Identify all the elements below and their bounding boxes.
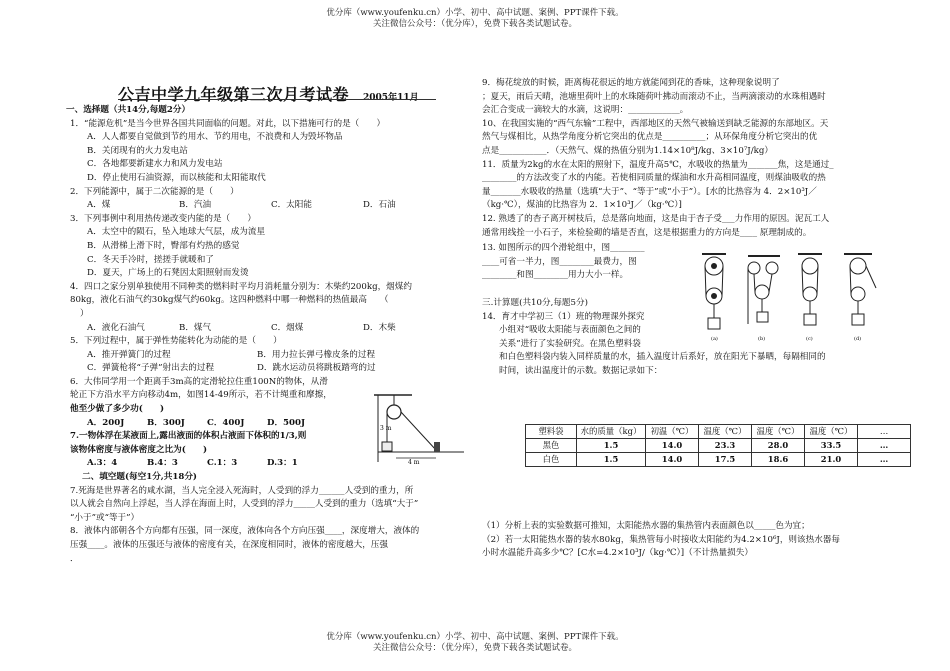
q2-option: C．太阳能 xyxy=(271,200,312,211)
fill-7-line-2: 以人就会自然向上浮起，当人浮在海面上时，人受到的浮力_____人受到的重力（选填“大于” xyxy=(70,499,419,510)
distance-label: 4 m xyxy=(408,459,420,466)
label-a: (a) xyxy=(711,336,718,342)
fill-12-line-2: 通常用线拴一小石子，来检验砌的墙是否直，这是根据重力的方向是____ 原理制成的。 xyxy=(482,227,812,238)
fill-9-line-1: 9．梅花绽放的时候，距离梅花很远的地方就能闻到花的香味，这种现象说明了 xyxy=(482,78,780,88)
footer-line-1: 优分库（www.youfenku.cn）小学、初中、高中试题、案例、PPT课件下载。 xyxy=(326,632,624,642)
table-header-row xyxy=(526,425,911,439)
question-7-line-2: 该物体密度与液体密度之比为( ) xyxy=(70,444,208,455)
calc-14-line-2: 小组对“吸收太阳能与表面颜色之间的 xyxy=(499,325,641,336)
left-column xyxy=(66,104,470,566)
q7-option: A.3：4 xyxy=(87,458,118,469)
table-header-cell: 塑料袋 xyxy=(526,425,577,439)
table-cell: 21.0 xyxy=(805,453,858,467)
fill-10-line-1: 10、在我国实施的“西气东输”工程中，西部地区的天然气被输送到缺乏能源的东部地区。天 xyxy=(482,118,829,129)
q4-option: A．液化石油气 xyxy=(87,322,145,333)
calc-14-line-1: 14．育才中学初三（1）班的物理课外探究 xyxy=(482,311,645,322)
exam-date: 2005年11月 xyxy=(363,93,419,103)
question-1: 1．“能源危机”是当今世界各国共同面临的问题。对此，以下措施可行的是（ ） xyxy=(70,118,386,129)
calc-14-line-5: 时间，读出温度计的示数。数据记录如下： xyxy=(499,365,663,376)
q1-option-b: B．关闭现有的火力发电站 xyxy=(87,145,188,156)
pulley-groups-diagram xyxy=(700,250,905,345)
table-header-cell: 初温（℃） xyxy=(646,425,699,439)
fill-8-line-1: 8．液体内部朝各个方向都有压强，同一深度，液体向各个方向压强____，深度增大，液体的 xyxy=(70,526,420,537)
table-cell: 18.6 xyxy=(752,453,805,467)
q2-option: B．汽油 xyxy=(179,200,212,211)
question-2: 2．下列能源中，属于二次能源的是（ ） xyxy=(70,186,239,197)
question-6-line-2: 轮正下方沿水平方向移动4m，如图14-49所示，若不计绳重和摩擦， xyxy=(70,390,332,401)
fill-7-line-3: “小于”或“等于”） xyxy=(70,512,140,523)
table-header-cell: 水的质量（kg） xyxy=(577,425,646,439)
q2-option: A．煤 xyxy=(87,200,111,211)
label-d: (d) xyxy=(854,336,862,342)
q4-option: D．木柴 xyxy=(363,322,396,333)
calc-14-line-4: 和白色塑料袋内装入同样质量的水，插入温度计后系好，放在阳光下暴晒，每隔相同的 xyxy=(499,352,826,363)
pulley-group-d xyxy=(844,254,876,342)
q5-option-a: A．推开弹簧门的过程 xyxy=(87,349,171,360)
calc-14-line-3: 关系”进行了实验研究。在黑色塑料袋 xyxy=(499,338,641,349)
table-cell: 14.0 xyxy=(646,453,699,467)
label-c: (c) xyxy=(806,336,813,342)
table-row xyxy=(526,453,911,467)
table-row xyxy=(526,439,911,453)
fill-9-line-2: ；夏天，雨后天晴，池塘里荷叶上的水珠随荷叶拂动而滚动不止，当两滴滚动的水珠相遇时 xyxy=(482,91,826,102)
q4-option: B．煤气 xyxy=(179,322,212,333)
table-cell: 白色 xyxy=(526,453,577,467)
header-line-1: 优分库（www.youfenku.cn）小学、初中、高中试题、案例、PPT课件下载。 xyxy=(326,8,624,18)
q6-option: A．200J xyxy=(87,417,125,428)
pulley-diagram xyxy=(372,392,468,466)
q7-option: C.1：3 xyxy=(207,458,238,469)
pulley-group-a xyxy=(702,254,726,342)
pulley-group-b xyxy=(748,256,780,342)
fill-10-line-2: 然气与煤相比，从热学角度分析它突出的优点是__________；从环保角度分析它突出的优 xyxy=(482,132,818,143)
question-3: 3．下列事例中利用热传递改变内能的是（ ） xyxy=(70,213,256,224)
q3-option-b: B．从滑梯上滑下时，臀部有灼热的感觉 xyxy=(87,240,240,251)
data-table-wrapper xyxy=(525,424,911,467)
height-label: 3 m xyxy=(380,425,392,432)
fill-13-line-2: ____可省一半力，图________最费力，图 xyxy=(482,256,637,267)
q5-option-d: D．跳水运动员将跳板踏弯的过 xyxy=(257,363,376,374)
fill-13-line-3: ________和图________用力大小一样。 xyxy=(482,270,629,281)
table-cell: 1.5 xyxy=(577,453,646,467)
q6-option: D．500J xyxy=(267,417,306,428)
q1-option-c: C．各地都要新建水力和风力发电站 xyxy=(87,159,223,170)
q3-option-d: D．夏天，广场上的石凳因太阳照射而发烫 xyxy=(87,268,249,279)
question-5: 5．下列过程中，属于弹性势能转化为动能的是（ ） xyxy=(70,336,282,347)
exam-title: 公吉中学九年级第三次月考试卷 xyxy=(118,85,350,104)
q3-option-a: A．太空中的陨石，坠入地球大气层，成为流星 xyxy=(87,227,266,238)
question-4-line-2: 80kg，液化石油气约30kg煤气约60kg。这四种燃料中哪一种燃料的热值最高 （ xyxy=(70,295,389,306)
table-cell: 17.5 xyxy=(699,453,752,467)
fill-12-line-1: 12. 熟透了的杏子离开树枝后，总是落向地面，这是由于杏子受___力作用的原因。泥瓦工人 xyxy=(482,213,830,224)
q1-option-d: D．停止使用石油资源，而以核能和太阳能取代 xyxy=(87,172,266,183)
title-underline xyxy=(118,99,436,100)
q4-option: C．烟煤 xyxy=(271,322,304,333)
question-7-line-1: 7.一物体浮在某液面上,露出液面的体积占液面下体积的1/3,则 xyxy=(70,431,307,442)
table-cell: 28.0 xyxy=(752,439,805,453)
label-b: (b) xyxy=(758,336,766,342)
question-4-line-3: ） xyxy=(80,308,89,319)
q7-option: B.4：3 xyxy=(147,458,178,469)
table-cell: … xyxy=(858,453,911,467)
q5-option-b: B．用力拉长弹弓橡皮条的过程 xyxy=(257,349,376,360)
fill-7-line-1: 7.死海是世界著名的咸水湖，当人完全浸入死海时，人受到的浮力______人受到的重力，所 xyxy=(70,485,414,496)
pulley-figure-14-49 xyxy=(372,392,468,466)
q6-option: B．300J xyxy=(147,417,185,428)
person-figure xyxy=(434,442,440,452)
table-cell: … xyxy=(858,439,911,453)
fill-13-line-1: 13. 如图所示的四个滑轮组中，图________ xyxy=(482,243,645,254)
q2-options xyxy=(70,199,470,213)
fill-8-line-2: 压强____。液体的压强还与液体的密度有关，在深度相同时，液体的密度越大，压强 xyxy=(70,540,388,550)
question-4-line-1: 4．四口之家分别单独使用不同种类的燃料时平均月消耗量分别为：木柴约200kg，烟煤约 xyxy=(70,281,412,292)
q2-option: D．石油 xyxy=(363,200,396,211)
fill-11-line-3: 量_______水吸收的热量（选填“大于”、“等于”或“小于”）。[水的比热容为 4．2×10³J／ xyxy=(482,186,817,197)
table-cell: 14.0 xyxy=(646,439,699,453)
fill-11-line-1: 11．质量为2kg的水在太阳的照射下，温度升高5℃，水吸收的热量为_______焦，这是通过_ xyxy=(482,159,834,170)
pulley-groups-figure xyxy=(700,250,905,345)
fill-11-line-2: ________的方法改变了水的内能。若使相同质量的煤油和水升高相同温度，则煤油吸收的热 xyxy=(482,173,826,184)
table-header-cell: 温度（℃） xyxy=(752,425,805,439)
footer-line-2: 关注微信公众号：（优分库），免费下载各类试题试卷。 xyxy=(372,643,577,653)
question-6-line-3: 他至少做了多少功( ) xyxy=(70,404,165,415)
q3-option-c: C．冬天手冷时，搓搓手就暖和了 xyxy=(87,254,214,265)
fill-9-line-3: 会汇合变成一滴较大的水滴，这说明：____________。 xyxy=(482,105,689,116)
table-header-cell: 温度（℃） xyxy=(805,425,858,439)
q7-option: D.3：1 xyxy=(267,458,298,469)
table-cell: 33.5 xyxy=(805,439,858,453)
table-cell: 1.5 xyxy=(577,439,646,453)
data-table xyxy=(525,424,911,467)
calc-14-subquestions xyxy=(482,520,912,561)
section-1-heading: 一、选择题（共14分,每题2分） xyxy=(66,105,191,115)
calc-14-q2-line-1: （2）若一太阳能热水器的装水80kg，集热管每小时接收太阳能约为4.2×10⁶J，则该热水器每 xyxy=(482,534,840,545)
section-2-heading: 二、填空题(每空1分,共18分) xyxy=(82,472,198,483)
fill-8-line-3: ． xyxy=(70,553,79,564)
q1-option-a: A．人人都要自觉做到节约用水、节约用电，不浪费和人为毁坏物品 xyxy=(87,132,343,143)
fill-10-line-3: 点是___________．（天然气、煤的热值分别为1.14×10⁸J/kg、3×10⁷J/kg） xyxy=(482,145,773,156)
exam-title-block xyxy=(118,82,419,105)
table-cell: 黑色 xyxy=(526,439,577,453)
calc-14-q1: （1）分析上表的实验数据可推知，太阳能热水器的集热管内表面颜色以_____色为宜； xyxy=(482,521,810,531)
fill-11-line-4: （kg·℃），煤油的比热容为 2．1×10³J／（kg·℃）] xyxy=(482,200,682,211)
q4-options xyxy=(70,322,470,336)
table-cell: 23.3 xyxy=(699,439,752,453)
q5-option-c: C．弹簧枪将“子弹”射出去的过程 xyxy=(87,363,215,374)
question-6-line-1: 6．大伟同学用一个距离手3m高的定滑轮拉住重100N的物体，从滑 xyxy=(70,376,328,387)
q6-option: C．400J xyxy=(207,417,245,428)
calc-14-q2-line-2: 小时水温能升高多少℃？[C水=4.2×10³J/（kg·℃）]（不计热量损失） xyxy=(482,548,753,559)
header-line-2: 关注微信公众号：（优分库），免费下载各类试题试卷。 xyxy=(372,19,577,29)
section-3-heading: 三.计算题(共10分,每题5分) xyxy=(482,297,588,308)
table-header-cell: … xyxy=(858,425,911,439)
pulley-group-c xyxy=(798,254,822,342)
table-header-cell: 温度（℃） xyxy=(699,425,752,439)
